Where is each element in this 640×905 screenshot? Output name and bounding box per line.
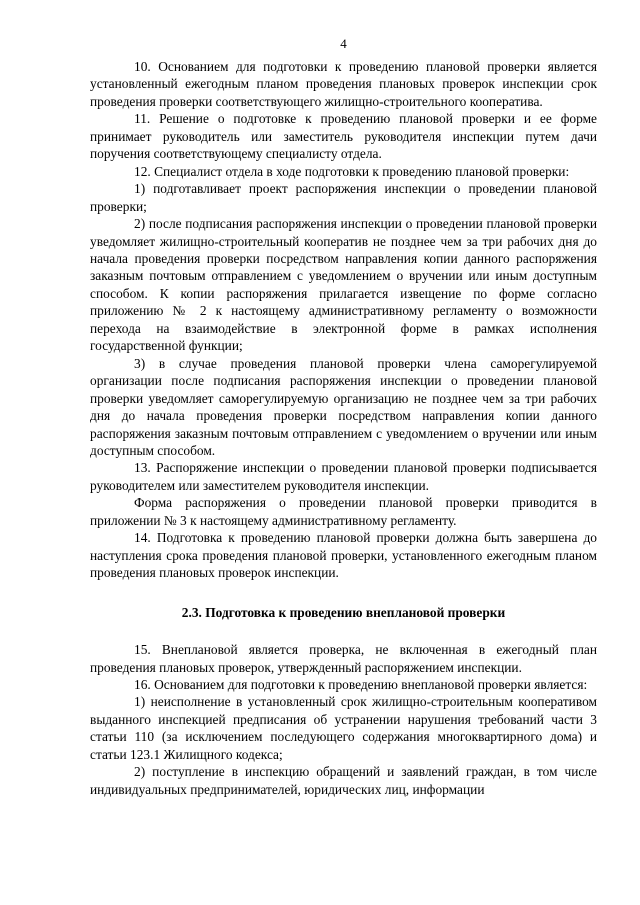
paragraph-14: 14. Подготовка к проведению плановой проверки должна быть завершена до наступления срока проведения плановой проверки, установленного ежегодным планом проведения плановых проверок инспекции. [90,530,597,581]
paragraph-13-form: Форма распоряжения о проведении плановой проверки приводится в приложении № 3 к настоящему административному регламенту. [90,495,597,528]
paragraph-10: 10. Основанием для подготовки к проведению плановой проверки является установленный ежегодным планом проведения плановых проверок инспекции срок проведения проверки соответствующего жилищно-строительного кооператива. [90,59,597,109]
paragraph-12-item-3: 3) в случае проведения плановой проверки члена саморегулируемой организации после подписания распоряжения инспекции о проведении плановой проверки уведомляет саморегулируемую организацию не позднее чем за три рабочих дня до начала проведения проверки посредством направления копии данного распоряжения заказным почтовым отправлением с уведомлением о вручении или иным доступным способом. [90,355,597,458]
paragraph-16-item-2: 2) поступление в инспекцию обращений и заявлений граждан, в том числе индивидуальных предпринимателей, юридических лиц, информации [90,764,597,797]
paragraph-12-item-1: 1) подготавливает проект распоряжения инспекции о проведении плановой проверки; [90,181,597,214]
paragraph-12-item-2: 2) после подписания распоряжения инспекции о проведении плановой проверки уведомляет жилищно-строительный кооператив не позднее чем за три рабочих дня до начала проведения проверки посредством направления копии данного распоряжения заказным почтовым отправлением с уведомлением о вручении или иным доступным способом. К копии распоряжения прилагается извещение по форме согласно приложению № 2 к настоящему административному регламенту о возможности перехода на взаимодействие в электронной форме в рамках исполнения государственной функции; [90,216,597,354]
paragraph-16: 16. Основанием для подготовки к проведению внеплановой проверки является: [134,676,588,692]
paragraph-13: 13. Распоряжение инспекции о проведении плановой проверки подписывается руководителем или заместителем руководителя инспекции. [90,460,597,493]
section-heading: 2.3. Подготовка к проведению внеплановой проверки [181,604,506,620]
paragraph-16-item-1: 1) неисполнение в установленный срок жилищно-строительным кооперативом выданного инспекцией предписания об устранении нарушения требований части 3 статьи 110 (за исключением последующего содержания многоквартирного дома) и статьи 123.1 Жилищного кодекса; [90,694,597,762]
page-number: 4 [340,36,347,51]
paragraph-15: 15. Внеплановой является проверка, не включенная в ежегодный план проведения плановых проверок, утвержденный распоряжением инспекции. [90,642,597,675]
paragraph-11: 11. Решение о подготовке к проведению плановой проверки и ее форме принимает руководитель или заместитель руководителя инспекции путем дачи поручения соответствующему специалисту отдела. [90,111,597,162]
paragraph-12: 12. Специалист отдела в ходе подготовки к проведению плановой проверки: [134,163,570,179]
